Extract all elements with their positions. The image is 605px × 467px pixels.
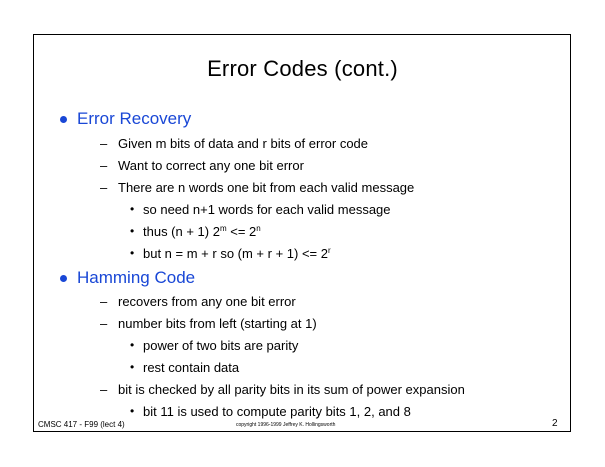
bullet-icon: • (130, 404, 135, 418)
formula-with-superscripts: but n = m + r so $(m + r + 1) <= 2^r$ (143, 246, 331, 261)
bullet-icon: • (130, 224, 135, 238)
footer-course: CMSC 417 - F99 (lect 4) (38, 420, 125, 429)
section-heading: Error Recovery (77, 109, 192, 128)
bullet-dot-icon (60, 275, 67, 282)
dash-icon: – (100, 180, 108, 195)
dash-icon: – (100, 382, 108, 397)
bullet-icon: • (130, 246, 135, 260)
footer-copyright: copyright 1996-1999 Jeffrey K. Hollingsworth (236, 422, 336, 428)
bullet-hamming-code (77, 268, 195, 288)
page-number: 2 (552, 418, 558, 429)
dash-icon: – (100, 136, 108, 151)
dash-icon: – (100, 294, 108, 309)
bullet-dot-icon (60, 116, 67, 123)
bullet-icon: • (130, 338, 135, 352)
formula-with-superscripts: thus (n + 1) $2^m <= 2^n$ (143, 224, 261, 239)
slide-frame (33, 34, 571, 432)
dash-icon: – (100, 158, 108, 173)
slide-title: Error Codes (cont.) (207, 56, 398, 81)
bullet-icon: • (130, 360, 135, 374)
bullet-icon: • (130, 202, 135, 216)
bullet-error-recovery (77, 109, 191, 129)
section-heading: Hamming Code (77, 268, 196, 287)
dash-icon: – (100, 316, 108, 331)
